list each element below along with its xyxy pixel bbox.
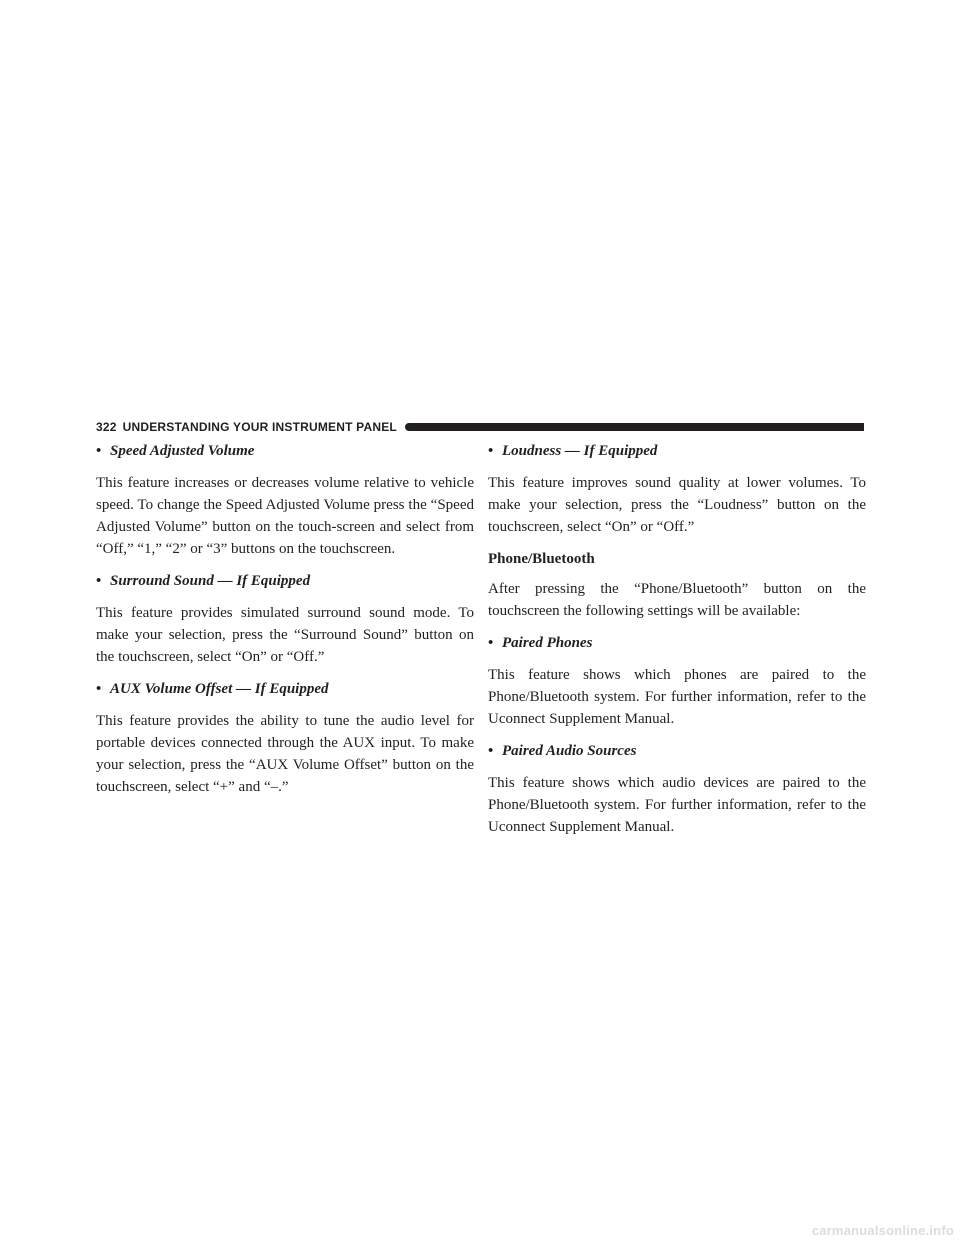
bullet-paired-phones — [488, 632, 866, 654]
bullet-glyph: • — [96, 443, 102, 459]
bullet-glyph: • — [488, 443, 494, 459]
section-title: UNDERSTANDING YOUR INSTRUMENT PANEL — [122, 420, 397, 434]
right-column — [488, 440, 866, 848]
bullet-aux-volume-offset — [96, 678, 474, 700]
heading-phone-bluetooth: Phone/Bluetooth — [488, 551, 595, 567]
bullet-label: Paired Phones — [502, 635, 593, 651]
bullet-glyph: • — [488, 743, 494, 759]
header-rule — [405, 423, 864, 431]
paragraph-phone-bluetooth: After pressing the “Phone/Bluetooth” button on the touchscreen the following settings will be available: — [488, 581, 866, 619]
bullet-label: AUX Volume Offset — If Equipped — [110, 681, 329, 697]
bullet-glyph: • — [488, 635, 494, 651]
page-number: 322 — [96, 420, 117, 434]
paragraph-loudness: This feature improves sound quality at lower volumes. To make your selection, press the “Loudness” button on the touchscreen, select “On” or “Off.” — [488, 475, 866, 535]
bullet-label: Speed Adjusted Volume — [110, 443, 255, 459]
bullet-surround-sound — [96, 570, 474, 592]
watermark: carmanualsonline.info — [811, 1223, 954, 1238]
paragraph-surround-sound: This feature provides simulated surround sound mode. To make your selection, press the “Surround Sound” button on the touchscreen, select “On” or “Off.” — [96, 605, 474, 665]
page-header — [96, 420, 864, 434]
bullet-glyph: • — [96, 681, 102, 697]
left-column — [96, 440, 474, 808]
paragraph-paired-phones: This feature shows which phones are paired to the Phone/Bluetooth system. For further information, refer to the Uconnect Supplement Manual. — [488, 667, 866, 727]
bullet-paired-audio-sources — [488, 740, 866, 762]
paragraph-speed-adjusted-volume: This feature increases or decreases volume relative to vehicle speed. To change the Speed Adjusted Volume press the “Speed Adjusted Volume” button on the touch-screen and select from “Off,” “1,” “2” or “3” buttons on the touchscreen. — [96, 475, 474, 557]
bullet-glyph: • — [96, 573, 102, 589]
bullet-speed-adjusted-volume — [96, 440, 474, 462]
bullet-label: Surround Sound — If Equipped — [110, 573, 311, 589]
bullet-label: Paired Audio Sources — [502, 743, 637, 759]
bullet-loudness — [488, 440, 866, 462]
paragraph-paired-audio-sources: This feature shows which audio devices are paired to the Phone/Bluetooth system. For further information, refer to the Uconnect Supplement Manual. — [488, 775, 866, 835]
paragraph-aux-volume-offset: This feature provides the ability to tune the audio level for portable devices connected through the AUX input. To make your selection, press the “AUX Volume Offset” button on the touchscreen, select “+” and “–.” — [96, 713, 474, 795]
bullet-label: Loudness — If Equipped — [502, 443, 658, 459]
